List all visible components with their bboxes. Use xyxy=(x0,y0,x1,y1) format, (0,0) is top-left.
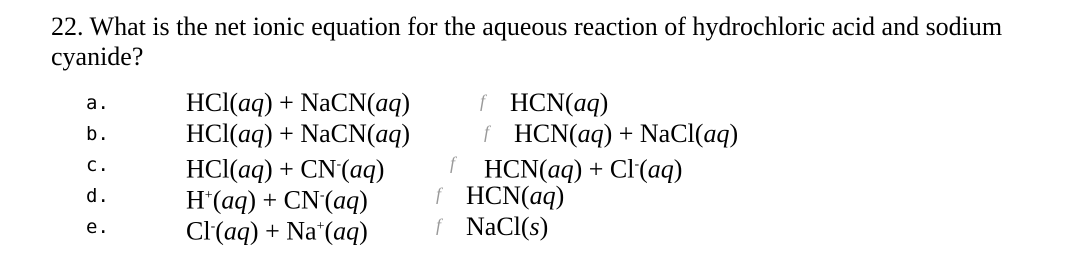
question-number: 22. xyxy=(51,12,84,41)
reactants: HCl(aq) + NaCN(aq) xyxy=(186,88,411,117)
reaction-arrow: f xyxy=(436,184,442,204)
question-text xyxy=(51,12,1071,72)
option-letter: e. xyxy=(86,216,109,238)
answer-option-b[interactable] xyxy=(0,119,1090,149)
answer-option-e[interactable] xyxy=(0,212,1090,246)
question-body: What is the net ionic equation for the aqueous reaction of hydrochloric acid and sodium cyanide? xyxy=(51,12,1003,71)
reactants: Cl-(aq) + Na+(aq) xyxy=(186,216,368,246)
products: HCN(aq) + Cl-(aq) xyxy=(484,154,683,184)
products: NaCl(s) xyxy=(466,212,549,241)
option-letter: c. xyxy=(86,154,109,176)
reaction-arrow: f xyxy=(484,122,490,142)
reactants: HCl(aq) + NaCN(aq) xyxy=(186,119,411,148)
reactants: H+(aq) + CN-(aq) xyxy=(186,185,368,215)
option-letter: b. xyxy=(86,123,109,145)
answer-option-c[interactable] xyxy=(0,150,1090,184)
reaction-arrow: f xyxy=(480,91,486,111)
option-letter: d. xyxy=(86,185,109,207)
products: HCN(aq) xyxy=(510,88,609,117)
answer-option-d[interactable] xyxy=(0,181,1090,215)
products: HCN(aq) + NaCl(aq) xyxy=(514,119,739,148)
reaction-arrow: f xyxy=(436,215,442,235)
option-letter: a. xyxy=(86,92,109,114)
products: HCN(aq) xyxy=(466,181,565,210)
answer-option-a[interactable] xyxy=(0,88,1090,118)
reaction-arrow: f xyxy=(450,153,456,173)
reactants: HCl(aq) + CN-(aq) xyxy=(186,154,385,184)
